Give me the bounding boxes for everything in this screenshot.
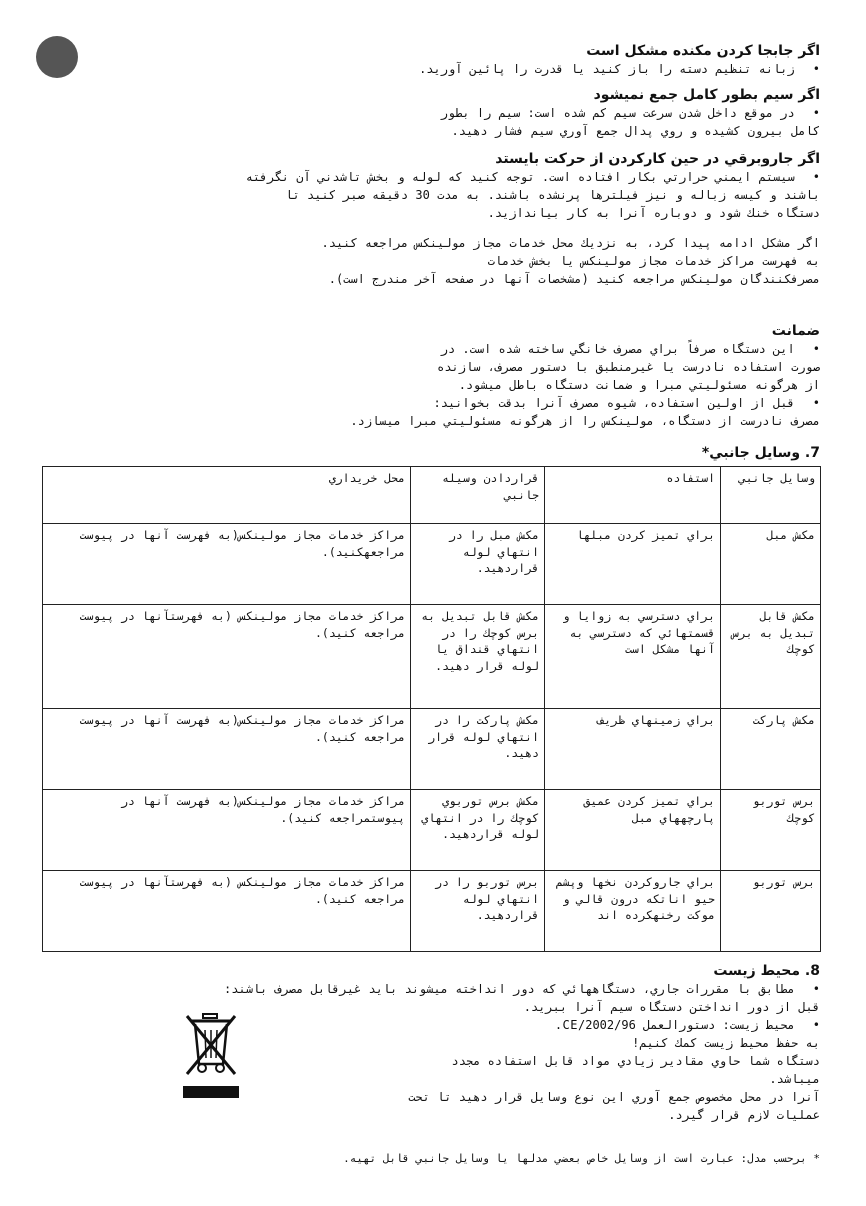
table-row: [43, 790, 821, 871]
troubleshooting-heading-3: اگر جاروبرقي در حین کارکردن از حرکت بایستد: [495, 151, 820, 167]
table-cell: مکش مبل: [721, 524, 821, 605]
warranty-item-1: • این دستگاه صرفاً براي مصرف خانگي ساخته شده است. در: [40, 340, 820, 358]
table-header-row: [43, 467, 821, 524]
accessories-heading: 7. وسایل جانبي*: [701, 445, 820, 461]
table-cell: مراکز خدمات مجاز مولینکس(به فهرست آنها در پیوست مراجعه کنید).: [43, 709, 411, 790]
table-header-cell: وسایل جانبي: [721, 467, 821, 524]
table-cell: مراکز خدمات مجاز مولینکس (به فهرستآنها در پیوست مراجعه کنید).: [43, 871, 411, 952]
table-cell: مکش قابل تبدیل به برس کوچك: [721, 605, 821, 709]
table-cell: براي تمیز کردن عمیق پارچههاي مبل: [545, 790, 721, 871]
table-row: [43, 524, 821, 605]
troubleshooting-item-3-cont-1: باشند و کیسه زباله و نیز فیلترها پرنشده باشند. به مدت 30 دقیقه صبر کنید تا: [285, 188, 820, 202]
table-cell: مراکز خدمات مجاز مولینکس(به فهرست آنها در پیوستمراجعه کنید).: [43, 790, 411, 871]
table-cell: مکش قابل تبدیل به برس کوچك را در انتهاي قنداق یا لوله قرار دهید.: [411, 605, 545, 709]
table-cell: براي دسترسي به زوایا و قسمتهائي که دسترسي به آنها مشکل است: [545, 605, 721, 709]
directive-number: 2002/96/CE.: [554, 1018, 636, 1032]
warranty-item-1-cont-1: صورت استفاده نادرست یا غیرمنطبق با دستور مصرف، سازنده: [437, 360, 820, 374]
table-header-cell: قراردادن وسیله جانبي: [411, 467, 545, 524]
table-row: [43, 709, 821, 790]
environment-line-recyclable: دستگاه شما حاوي مقادیر زیادي مواد قابل استفاده مجدد: [451, 1054, 820, 1068]
table-cell: برس توربو: [721, 871, 821, 952]
troubleshooting-section: [40, 42, 820, 288]
environment-line-recyclable-cont: ميباشد.: [769, 1072, 820, 1086]
table-cell: مکش برس توربوي کوچك را در انتهاي لوله قراردهید.: [411, 790, 545, 871]
troubleshooting-item-2: • در موقع داخل شدن سرعت سیم کم شده است: سیم را بطور: [40, 104, 820, 122]
footnote: [40, 1150, 820, 1168]
footnote-text: * برحسب مدل: عبارت است از وسایل خاص بعضي مدلها یا وسایل جانبي قابل تهیه.: [343, 1152, 820, 1165]
warranty-section: [40, 322, 820, 430]
environment-heading: 8. محیط زیست: [713, 963, 820, 979]
table-cell: مکش پارکت: [721, 709, 821, 790]
troubleshooting-item-3-cont-2: دستگاه خنك شود و دوباره آنرا به کار بیاندازید.: [487, 206, 820, 220]
warranty-heading: ضمانت: [771, 323, 820, 339]
accessories-section: [40, 444, 820, 462]
crossed-bin-weee-icon: [183, 1012, 239, 1098]
table-header-cell: استفاده: [545, 467, 721, 524]
environment-line-collect: آنرا در محل مخصوص جمع آوري این نوع وسایل قرار دهید تا تحت: [408, 1090, 820, 1104]
troubleshooting-item-2-cont: کامل بیرون کشیده و روي پدال جمع آوري سیم فشار دهید.: [451, 124, 820, 138]
table-cell: برس توربو کوچك: [721, 790, 821, 871]
warranty-item-1-cont-2: از هرگونه مسئولیتي مبرا و ضمانت دستگاه باطل ميشود.: [458, 378, 820, 392]
environment-line-collect-cont: عملیات لازم قرار گیرد.: [668, 1108, 820, 1122]
table-row: [43, 605, 821, 709]
environment-item-2: • محیط زیست: دستورالعمل 2002/96/CE.: [40, 1016, 820, 1034]
table-row: [43, 871, 821, 952]
table-cell: برس توربو را در انتهاي لوله قراردهید.: [411, 871, 545, 952]
troubleshooting-heading-1: اگر جابجا کردن مکنده مشکل است: [586, 43, 820, 59]
table-cell: مراکز خدمات مجاز مولینکس (به فهرستآنها در پیوست مراجعه کنید).: [43, 605, 411, 709]
table-header-cell: محل خریداري: [43, 467, 411, 524]
environment-line-help: به حفظ محیط زیست کمك کنیم!: [632, 1036, 820, 1050]
warranty-item-2-cont: مصرف نادرست از دستگاه، مولینکس را از هرگونه مسئولیتي مبرا ميسازد.: [350, 414, 820, 428]
troubleshooting-item-1: • زبانه تنظیم دسته را باز کنید یا قدرت را پائین آورید.: [40, 60, 820, 78]
contact-line-2: به فهرست مراکز خدمات مجاز مولینکس یا بخش خدمات: [487, 254, 820, 268]
troubleshooting-item-3: • سیستم ایمني حرارتي بکار افتاده است. توجه کنید که لوله و بخش تاشدني آن نگرفته: [40, 168, 820, 186]
table-cell: براي تمیز کردن مبلها: [545, 524, 721, 605]
table-cell: مکش مبل را در انتهاي لوله قراردهید.: [411, 524, 545, 605]
environment-item-1: • مطابق با مقررات جاري، دستگاههائي که دور انداخته ميشوند باید غیرقابل مصرف باشند:: [40, 980, 820, 998]
table-cell: براي زمینهاي ظریف: [545, 709, 721, 790]
accessories-table: [42, 466, 821, 952]
table-cell: براي جاروکردن نخها وپشم حیو اناتکه درون قالي و موکت رخنهکرده اند: [545, 871, 721, 952]
table-cell: مراکز خدمات مجاز مولینکس(به فهرست آنها در پیوست مراجعهکنید).: [43, 524, 411, 605]
warranty-item-2: • قبل از اولین استفاده، شیوه مصرف آنرا بدقت بخوانید:: [40, 394, 820, 412]
environment-section: [40, 962, 820, 1124]
contact-line-1: اگر مشکل ادامه پیدا کرد، به نزدیك محل خدمات مجاز مولینکس مراجعه کنید.: [321, 236, 820, 250]
troubleshooting-heading-2: اگر سیم بطور کامل جمع نمیشود: [593, 87, 820, 103]
table-cell: مکش پارکت را در انتهاي لوله قرار دهید.: [411, 709, 545, 790]
contact-line-3: مصرفکنندگان مولینکس مراجعه کنید (مشخصات آنها در صفحه آخر مندرج است).: [328, 272, 820, 286]
environment-item-1-cont: قبل از دور انداختن دستگاه سیم آنرا ببرید.: [523, 1000, 820, 1014]
